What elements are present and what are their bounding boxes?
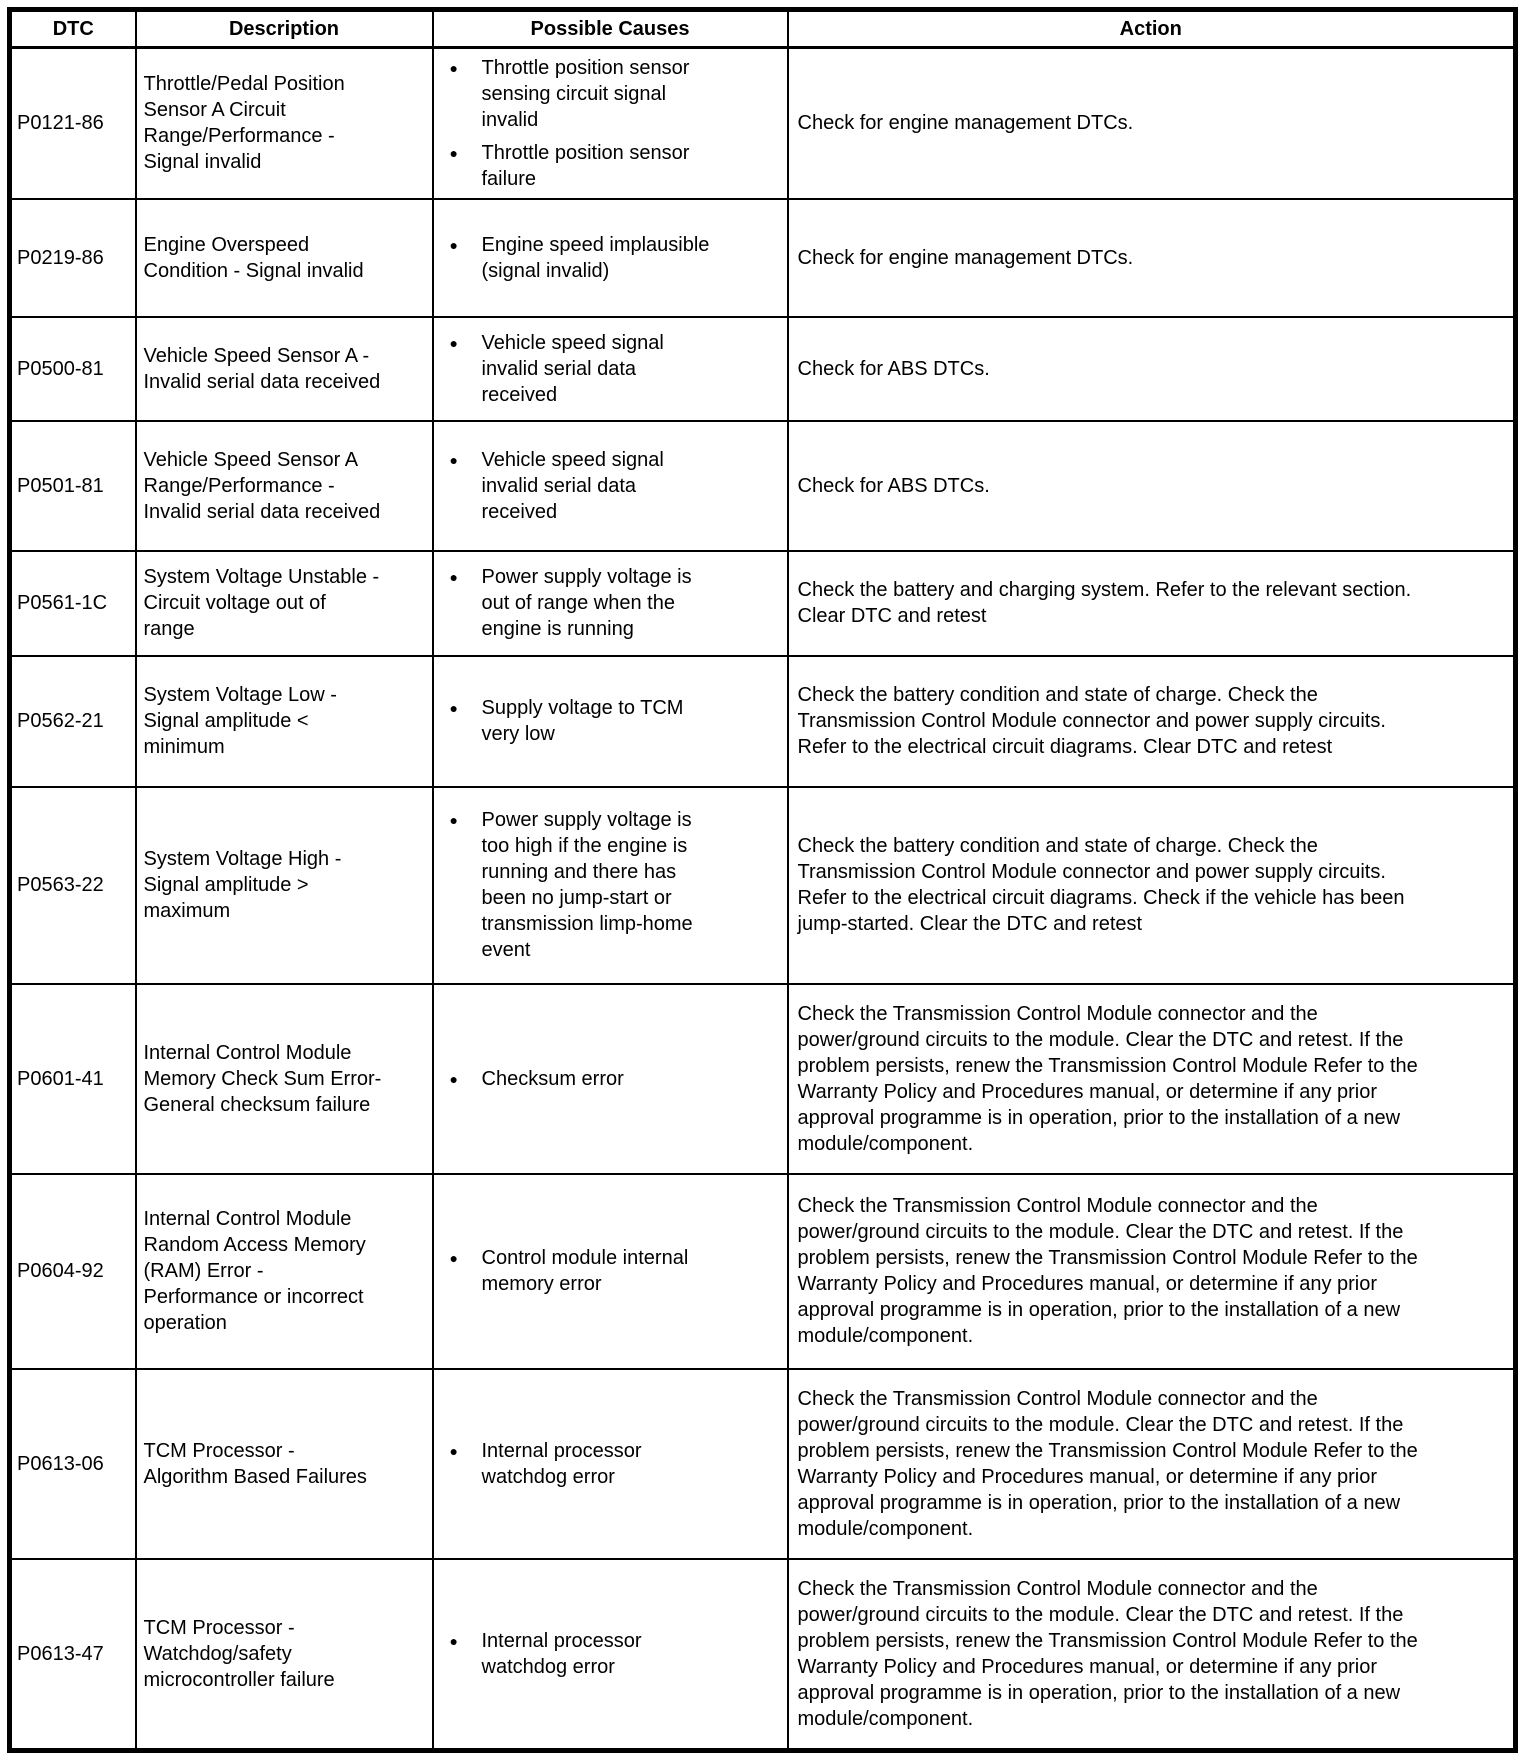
description-cell — [136, 1559, 433, 1751]
dtc-cell: P0500-81 — [10, 317, 136, 421]
dtc-cell: P0121-86 — [10, 48, 136, 199]
table-row — [10, 1174, 1516, 1369]
cause-text: Throttle position sensor failure — [481, 141, 690, 190]
causes-cell — [433, 1559, 788, 1751]
column-header-action: Action — [788, 10, 1516, 48]
table-row — [10, 551, 1516, 656]
action-cell — [788, 551, 1516, 656]
dtc-table — [7, 7, 1518, 1753]
description-text: Throttle/Pedal Position Sensor A Circuit Range/Performance - Signal invalid — [143, 73, 345, 174]
action-text: Check the Transmission Control Module connector and the power/ground circuits to the module. Clear the DTC and retest. If the problem persists, renew the Transmission Control Module Refer to the Warranty Policy and Procedures manual, or determine if any prior approval programme is in operation, prior to the installation of a new module/component. — [797, 1002, 1418, 1155]
table-row — [10, 656, 1516, 787]
dtc-cell: P0613-06 — [10, 1369, 136, 1559]
dtc-cell: P0613-47 — [10, 1559, 136, 1751]
action-cell — [788, 787, 1516, 984]
bullet-icon: ● — [449, 236, 458, 253]
dtc-cell: P0562-21 — [10, 656, 136, 787]
description-cell — [136, 551, 433, 656]
description-cell — [136, 656, 433, 787]
description-text: System Voltage Low - Signal amplitude < minimum — [143, 684, 337, 758]
description-cell — [136, 1369, 433, 1559]
cause-item — [450, 232, 783, 284]
description-cell — [136, 48, 433, 199]
action-text: Check the battery condition and state of charge. Check the Transmission Control Module connector and power supply circuits. Refer to the electrical circuit diagrams. Clear DTC and retest — [797, 684, 1386, 758]
action-text: Check the Transmission Control Module connector and the power/ground circuits to the module. Clear the DTC and retest. If the problem persists, renew the Transmission Control Module Refer to the Warranty Policy and Procedures manual, or determine if any prior approval programme is in operation, prior to the installation of a new module/component. — [797, 1195, 1418, 1347]
cause-text: Control module internal memory error — [481, 1247, 689, 1295]
cause-text: Vehicle speed signal invalid serial data received — [481, 331, 664, 406]
action-text: Check the battery condition and state of charge. Check the Transmission Control Module connector and power supply circuits. Refer to the electrical circuit diagrams. Check if the vehicle has been jump-started. Clear the DTC and retest — [797, 835, 1405, 935]
bullet-icon: ● — [449, 1250, 458, 1266]
table-header-row — [10, 10, 1516, 48]
causes-cell — [433, 551, 788, 656]
description-cell — [136, 984, 433, 1174]
bullet-icon: ● — [449, 59, 458, 76]
column-header-possible-causes: Possible Causes — [433, 10, 788, 48]
description-cell — [136, 317, 433, 421]
cause-item — [450, 140, 783, 192]
cause-text: Throttle position sensor sensing circuit signal invalid — [481, 56, 690, 131]
cause-item — [450, 1245, 783, 1297]
bullet-icon: ● — [449, 569, 458, 585]
description-text: System Voltage High - Signal amplitude > maximum — [143, 848, 342, 922]
table-row — [10, 1369, 1516, 1559]
causes-cell — [433, 421, 788, 551]
action-text: Check the Transmission Control Module connector and the power/ground circuits to the module. Clear the DTC and retest. If the problem persists, renew the Transmission Control Module Refer to the Warranty Policy and Procedures manual, or determine if any prior approval programme is in operation, prior to the installation of a new module/component. — [797, 1577, 1418, 1730]
bullet-icon: ● — [449, 451, 458, 468]
action-text: Check the Transmission Control Module connector and the power/ground circuits to the module. Clear the DTC and retest. If the problem persists, renew the Transmission Control Module Refer to the Warranty Policy and Procedures manual, or determine if any prior approval programme is in operation, prior to the installation of a new module/component. — [797, 1387, 1418, 1540]
bullet-icon: ● — [449, 334, 458, 351]
cause-text: Power supply voltage is out of range when the engine is running — [481, 566, 692, 640]
table-row — [10, 199, 1516, 317]
description-cell — [136, 421, 433, 551]
action-cell — [788, 1369, 1516, 1559]
action-text: Check for ABS DTCs. — [797, 474, 990, 497]
cause-text: Checksum error — [481, 1067, 624, 1090]
description-text: Internal Control Module Random Access Memory (RAM) Error - Performance or incorrect operation — [143, 1208, 366, 1334]
table-row — [10, 984, 1516, 1174]
action-cell — [788, 656, 1516, 787]
table-row — [10, 48, 1516, 199]
description-cell — [136, 787, 433, 984]
bullet-icon: ● — [449, 812, 458, 828]
description-text: Vehicle Speed Sensor A - Invalid serial data received — [143, 344, 381, 393]
bullet-icon: ● — [449, 1632, 458, 1649]
action-text: Check for engine management DTCs. — [797, 246, 1134, 269]
bullet-icon: ● — [449, 700, 458, 716]
action-text: Check for engine management DTCs. — [797, 112, 1134, 135]
description-text: Internal Control Module Memory Check Sum Error- General checksum failure — [143, 1041, 382, 1116]
bullet-icon: ● — [449, 1442, 458, 1459]
causes-cell — [433, 1174, 788, 1369]
table-row — [10, 1559, 1516, 1751]
causes-cell — [433, 1369, 788, 1559]
causes-cell — [433, 787, 788, 984]
dtc-cell: P0219-86 — [10, 199, 136, 317]
causes-cell — [433, 317, 788, 421]
bullet-icon: ● — [449, 144, 458, 161]
action-cell — [788, 1559, 1516, 1751]
cause-item — [450, 1066, 783, 1092]
description-text: TCM Processor - Algorithm Based Failures — [143, 1439, 367, 1488]
cause-text: Internal processor watchdog error — [481, 1629, 642, 1678]
action-cell — [788, 317, 1516, 421]
column-header-description: Description — [136, 10, 433, 48]
causes-cell — [433, 199, 788, 317]
cause-item — [450, 55, 783, 133]
description-text: TCM Processor - Watchdog/safety microcontroller failure — [143, 1616, 335, 1691]
action-text: Check the battery and charging system. Refer to the relevant section. Clear DTC and retest — [797, 579, 1412, 627]
cause-item — [450, 695, 783, 747]
cause-item — [450, 564, 783, 642]
table-row — [10, 317, 1516, 421]
action-text: Check for ABS DTCs. — [797, 357, 990, 380]
causes-cell — [433, 48, 788, 199]
dtc-cell: P0561-1C — [10, 551, 136, 656]
action-cell — [788, 48, 1516, 199]
causes-cell — [433, 984, 788, 1174]
description-text: Engine Overspeed Condition - Signal invalid — [143, 233, 364, 282]
bullet-icon: ● — [449, 1070, 458, 1087]
dtc-cell: P0501-81 — [10, 421, 136, 551]
action-cell — [788, 984, 1516, 1174]
cause-text: Supply voltage to TCM very low — [481, 697, 684, 745]
cause-text: Internal processor watchdog error — [481, 1439, 642, 1488]
table-row — [10, 421, 1516, 551]
dtc-cell: P0604-92 — [10, 1174, 136, 1369]
cause-item — [450, 1438, 783, 1490]
action-cell — [788, 421, 1516, 551]
table-row — [10, 787, 1516, 984]
column-header-dtc: DTC — [10, 10, 136, 48]
cause-item — [450, 447, 783, 525]
description-text: Vehicle Speed Sensor A Range/Performance - Invalid serial data received — [143, 448, 381, 523]
cause-item — [450, 330, 783, 408]
dtc-cell: P0563-22 — [10, 787, 136, 984]
dtc-cell: P0601-41 — [10, 984, 136, 1174]
description-text: System Voltage Unstable - Circuit voltage out of range — [143, 566, 380, 640]
description-cell — [136, 1174, 433, 1369]
cause-text: Power supply voltage is too high if the engine is running and there has been no jump-start or transmission limp-home event — [481, 809, 693, 961]
causes-cell — [433, 656, 788, 787]
cause-text: Vehicle speed signal invalid serial data received — [481, 448, 664, 523]
cause-item — [450, 1628, 783, 1680]
cause-item — [450, 807, 783, 963]
action-cell — [788, 1174, 1516, 1369]
action-cell — [788, 199, 1516, 317]
description-cell — [136, 199, 433, 317]
cause-text: Engine speed implausible (signal invalid) — [481, 233, 710, 282]
